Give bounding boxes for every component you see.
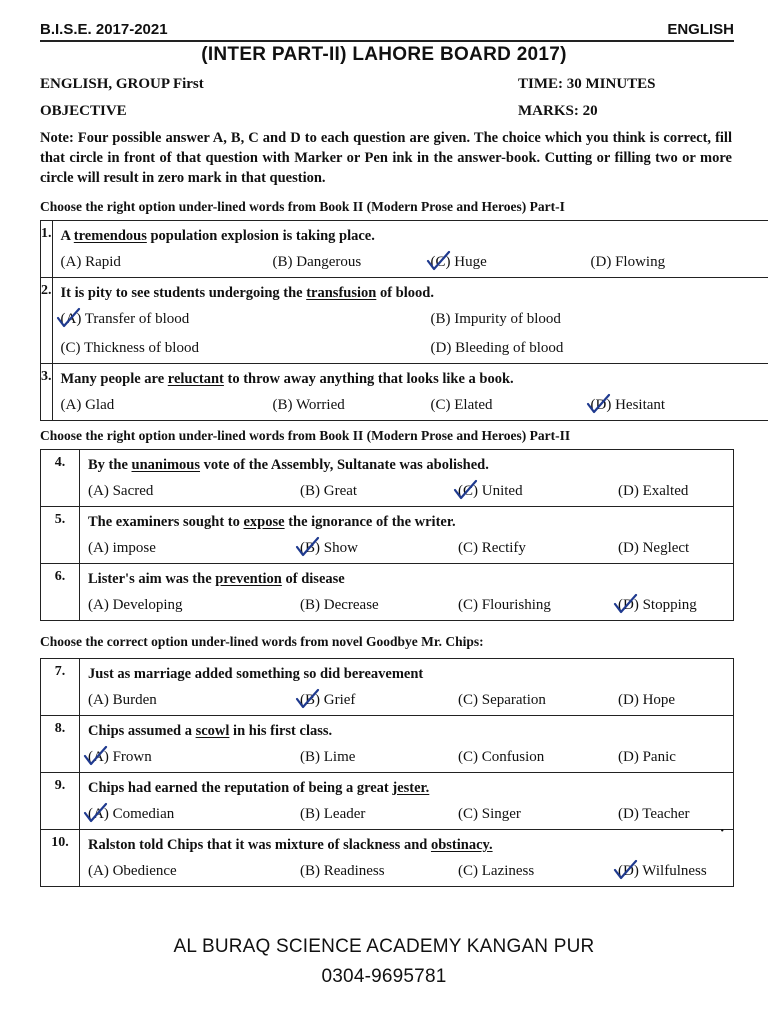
question-stem: [61, 282, 768, 305]
question-body: [52, 221, 768, 278]
stray-mark: •: [720, 826, 724, 837]
option-label: (D) Stopping: [618, 597, 697, 613]
stem-text-before: Many people are: [60, 371, 168, 387]
total-marks: MARKS: 20: [518, 103, 598, 119]
answer-option[interactable]: [591, 248, 666, 277]
section-heading: Choose the right option under-lined words from Book II (Modern Prose and Heroes) Part-II: [40, 428, 571, 443]
question-stem: [88, 511, 727, 534]
answer-option[interactable]: [300, 857, 458, 886]
option-label: (B) Dangerous: [272, 254, 362, 270]
subject-label: ENGLISH: [667, 21, 734, 38]
instructions-note: Note: Four possible answer A, B, C and D to each question are given. The choice which you think is correct, fill that circle in front of that question with Marker or Pen ink in the answer-book. Cutting or filling two or more circle will result in zero mark in that question.: [40, 130, 732, 186]
answer-option[interactable]: [591, 391, 666, 420]
answer-option[interactable]: [431, 305, 768, 334]
option-label: (D) Wilfulness: [618, 863, 707, 879]
academy-name: AL BURAQ SCIENCE ACADEMY KANGAN PUR: [173, 936, 595, 957]
option-label: (C) Confusion: [458, 749, 545, 765]
answer-option[interactable]: [88, 743, 300, 772]
question-row: [41, 278, 768, 364]
question-number: 5.: [41, 507, 80, 564]
stem-text-after: population explosion is taking place.: [146, 228, 375, 244]
question-body: [80, 507, 734, 564]
question-number: 10.: [41, 830, 80, 887]
underlined-word: tremendous: [73, 228, 147, 244]
stem-text-before: A: [60, 228, 74, 244]
question-row: [41, 659, 734, 716]
option-label: (B) Readiness: [300, 863, 385, 879]
section-heading: Choose the right option under-lined words from Book II (Modern Prose and Heroes) Part-I: [40, 199, 565, 214]
option-label: (A) Frown: [88, 749, 152, 765]
option-label: (B) Worried: [272, 397, 345, 413]
options-row: [61, 334, 768, 363]
question-row: [41, 364, 768, 421]
underlined-word: transfusion: [306, 285, 377, 301]
question-row: [41, 716, 734, 773]
option-label: (A) Obedience: [88, 863, 177, 879]
stem-text-before: Lister's aim was the: [88, 571, 216, 587]
answer-option[interactable]: [458, 743, 618, 772]
answer-option[interactable]: [618, 477, 688, 506]
question-stem: [88, 568, 727, 591]
question-body: [80, 716, 734, 773]
underlined-word: prevention: [215, 571, 282, 587]
option-label: (C) United: [458, 483, 523, 499]
option-label: (A) Rapid: [60, 254, 121, 270]
section-heading: Choose the correct option under-lined words from novel Goodbye Mr. Chips:: [40, 634, 484, 649]
stem-text-after: of disease: [281, 571, 345, 587]
option-label: (B) Impurity of blood: [430, 311, 561, 327]
answer-option[interactable]: [431, 248, 591, 277]
question-stem: [61, 368, 768, 391]
option-label: (D) Hope: [618, 692, 676, 708]
board-label: B.I.S.E. 2017-2021: [40, 21, 168, 38]
answer-option[interactable]: [300, 686, 458, 715]
answer-option[interactable]: [618, 857, 707, 886]
option-label: (B) Grief: [300, 692, 356, 708]
question-body: [80, 450, 734, 507]
answer-option[interactable]: [431, 334, 768, 363]
question-number: 3.: [41, 364, 53, 421]
underlined-word: expose: [243, 514, 285, 530]
question-row: [41, 450, 734, 507]
meta-row-1: [40, 76, 728, 93]
answer-option[interactable]: [300, 743, 458, 772]
stem-text-before: Chips assumed a: [88, 723, 196, 739]
answer-option[interactable]: [88, 857, 300, 886]
question-body: [52, 278, 768, 364]
question-table: [40, 449, 734, 621]
question-body: [80, 773, 734, 830]
stem-text-after: the ignorance of the writer.: [284, 514, 456, 530]
options-row: [88, 857, 727, 886]
answer-option[interactable]: [618, 534, 689, 563]
question-number: 1.: [41, 221, 53, 278]
option-label: (C) Flourishing: [458, 597, 551, 613]
question-row: [41, 564, 734, 621]
question-number: 6.: [41, 564, 80, 621]
option-label: (C) Rectify: [458, 540, 526, 556]
option-label: (A) Glad: [60, 397, 115, 413]
question-table: [40, 220, 768, 421]
option-label: (B) Leader: [300, 806, 366, 822]
answer-option[interactable]: [618, 800, 690, 829]
option-label: (D) Exalted: [618, 483, 689, 499]
option-label: (C) Laziness: [458, 863, 535, 879]
question-stem: [88, 663, 727, 686]
option-label: (D) Neglect: [618, 540, 690, 556]
answer-option[interactable]: [458, 857, 618, 886]
option-label: (A) Developing: [88, 597, 183, 613]
option-label: (C) Thickness of blood: [60, 340, 199, 356]
options-row: [88, 591, 727, 620]
question-stem: [88, 454, 727, 477]
stem-text-before: It is pity to see students undergoing the: [60, 285, 307, 301]
question-body: [52, 364, 768, 421]
question-number: 7.: [41, 659, 80, 716]
question-body: [80, 564, 734, 621]
option-label: (B) Show: [300, 540, 358, 556]
option-label: (A) impose: [88, 540, 156, 556]
option-label: (D) Hesitant: [590, 397, 666, 413]
option-label: (A) Burden: [88, 692, 157, 708]
option-label: (C) Elated: [430, 397, 493, 413]
answer-option[interactable]: [458, 591, 618, 620]
paper-title: (INTER PART-II) LAHORE BOARD 2017): [201, 44, 567, 65]
question-row: [41, 507, 734, 564]
question-stem: [61, 225, 768, 248]
answer-option[interactable]: [88, 686, 300, 715]
options-row: [88, 534, 727, 563]
option-label: (D) Flowing: [590, 254, 666, 270]
answer-option[interactable]: [458, 477, 618, 506]
answer-option[interactable]: [88, 534, 300, 563]
option-label: (B) Great: [300, 483, 358, 499]
stem-text-before: The examiners sought to: [88, 514, 244, 530]
time-allowed: TIME: 30 MINUTES: [518, 76, 656, 92]
answer-option[interactable]: [300, 591, 458, 620]
question-row: [41, 773, 734, 830]
answer-option[interactable]: [458, 534, 618, 563]
stem-text-after: in his first class.: [229, 723, 333, 739]
option-label: (D) Bleeding of blood: [430, 340, 564, 356]
answer-option[interactable]: [273, 391, 431, 420]
answer-option[interactable]: [61, 248, 273, 277]
option-label: (C) Separation: [458, 692, 546, 708]
option-label: (B) Decrease: [300, 597, 379, 613]
question-stem: [88, 720, 727, 743]
question-number: 9.: [41, 773, 80, 830]
answer-option[interactable]: [300, 477, 458, 506]
answer-option[interactable]: [618, 591, 697, 620]
answer-option[interactable]: [458, 686, 618, 715]
answer-option[interactable]: [300, 800, 458, 829]
academy-phone: 0304-9695781: [321, 966, 447, 987]
question-body: [80, 830, 734, 887]
options-row: [61, 305, 768, 334]
header-bar: [40, 12, 734, 42]
option-label: (A) Transfer of blood: [60, 311, 190, 327]
stem-text-after: vote of the Assembly, Sultanate was abolished.: [200, 457, 489, 473]
option-label: (C) Singer: [458, 806, 521, 822]
answer-option[interactable]: [88, 591, 300, 620]
answer-option[interactable]: [88, 800, 300, 829]
meta-row-2: [40, 103, 728, 120]
question-number: 4.: [41, 450, 80, 507]
options-row: [88, 477, 727, 506]
stem-text-after: to throw away anything that looks like a book.: [223, 371, 514, 387]
question-number: 2.: [41, 278, 53, 364]
answer-option[interactable]: [61, 391, 273, 420]
option-label: (D) Teacher: [618, 806, 690, 822]
answer-option[interactable]: [618, 743, 676, 772]
answer-option[interactable]: [431, 391, 591, 420]
underlined-word: obstinacy.: [430, 837, 493, 853]
underlined-word: jester.: [392, 780, 430, 796]
answer-option[interactable]: [88, 477, 300, 506]
underlined-word: scowl: [195, 723, 230, 739]
question-table: [40, 658, 734, 887]
answer-option[interactable]: [458, 800, 618, 829]
answer-option[interactable]: [618, 686, 675, 715]
paper-type: OBJECTIVE: [40, 103, 127, 119]
options-row: [61, 248, 768, 277]
options-row: [88, 686, 727, 715]
underlined-word: reluctant: [167, 371, 224, 387]
stem-text-after: of blood.: [376, 285, 434, 301]
question-number: 8.: [41, 716, 80, 773]
options-row: [61, 391, 768, 420]
stem-text-before: By the: [88, 457, 132, 473]
answer-option[interactable]: [61, 305, 431, 334]
options-row: [88, 743, 727, 772]
subject-group: ENGLISH, GROUP First: [40, 76, 204, 92]
option-label: (C) Huge: [430, 254, 487, 270]
option-label: (A) Comedian: [88, 806, 175, 822]
question-stem: [88, 777, 727, 800]
stem-text-before: Just as marriage added something so did bereavement: [88, 666, 424, 682]
answer-option[interactable]: [273, 248, 431, 277]
options-row: [88, 800, 727, 829]
stem-text-before: Ralston told Chips that it was mixture of slackness and: [88, 837, 431, 853]
stem-text-before: Chips had earned the reputation of being a great: [88, 780, 393, 796]
answer-option[interactable]: [300, 534, 458, 563]
question-body: [80, 659, 734, 716]
option-label: (A) Sacred: [88, 483, 154, 499]
question-stem: [88, 834, 727, 857]
question-row: [41, 830, 734, 887]
option-label: (B) Lime: [300, 749, 356, 765]
underlined-word: unanimous: [131, 457, 201, 473]
question-row: [41, 221, 768, 278]
option-label: (D) Panic: [618, 749, 676, 765]
answer-option[interactable]: [61, 334, 431, 363]
